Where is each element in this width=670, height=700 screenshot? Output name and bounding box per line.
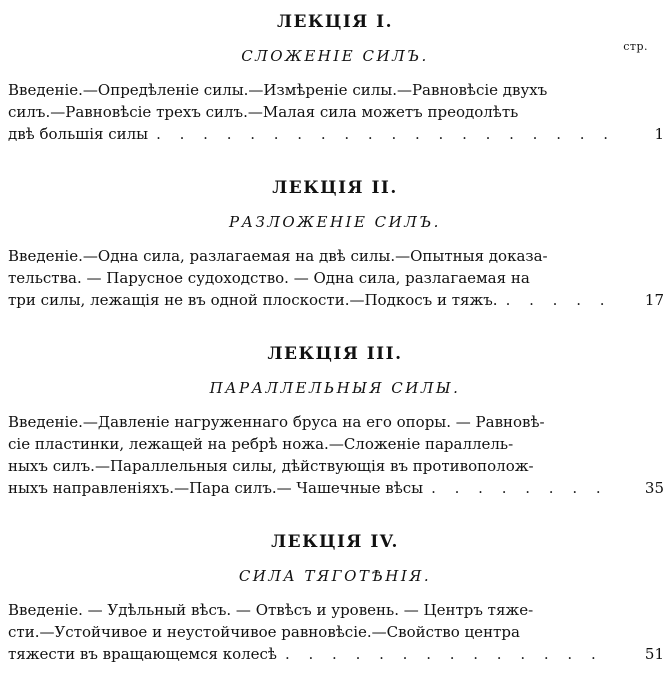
contents-line: ныхъ силъ.—Параллельныя силы, дѣйствующія въ противополож- (8, 457, 534, 475)
contents-line: Введеніе. — Удѣльный вѣсъ. — Отвѣсъ и уровень. — Центръ тяже- (8, 601, 534, 619)
dot-leader (285, 643, 614, 665)
lecture-section-3 (0, 344, 670, 499)
lecture-title: ЛЕКЦІЯ ІІІ. (267, 344, 403, 364)
lecture-section-1 (0, 12, 670, 145)
page-number: 51 (644, 645, 664, 663)
dot-leader (156, 123, 614, 145)
contents-line: двѣ большія силы (8, 125, 149, 143)
contents-last-line (8, 289, 614, 311)
page-number: 35 (644, 479, 664, 497)
contents-line: силъ.—Равновѣсіе трехъ силъ.—Малая сила можетъ преодолѣть (8, 103, 519, 121)
lecture-contents (8, 599, 664, 665)
lecture-subtitle: ПАРАЛЛЕЛЬНЫЯ СИЛЫ. (209, 379, 461, 397)
dot-leader (431, 477, 614, 499)
page-number: 17 (644, 291, 664, 309)
dot-leader (506, 289, 614, 311)
lecture-title: ЛЕКЦІЯ І. (276, 12, 394, 32)
contents-line: тельства. — Парусное судоходство. — Одна сила, разлагаемая на (8, 269, 530, 287)
lecture-subtitle: РАЗЛОЖЕНІЕ СИЛЪ. (229, 213, 441, 231)
contents-last-line (8, 643, 614, 665)
contents-line: Введеніе.—Одна сила, разлагаемая на двѣ силы.—Опытныя доказа- (8, 247, 548, 265)
lecture-contents (8, 411, 664, 499)
page-number: 1 (654, 125, 664, 143)
lecture-contents (8, 245, 664, 311)
page-column-label: стр. (623, 40, 648, 53)
lecture-section-4 (0, 532, 670, 665)
contents-line: сти.—Устойчивое и неустойчивое равновѣсіе.—Свойство центра (8, 623, 520, 641)
contents-last-line (8, 477, 614, 499)
lecture-subtitle: СИЛА ТЯГОТѢНІЯ. (238, 567, 432, 585)
contents-line: три силы, лежащія не въ одной плоскости.—Подкосъ и тяжъ. (8, 291, 498, 309)
contents-line: Введеніе.—Опредѣленіе силы.—Измѣреніе силы.—Равновѣсіе двухъ (8, 81, 548, 99)
lecture-title: ЛЕКЦІЯ IV. (271, 532, 399, 552)
lecture-contents (8, 79, 664, 145)
contents-line: сіе пластинки, лежащей на ребрѣ ножа.—Сложеніе параллель- (8, 435, 514, 453)
contents-last-line (8, 123, 614, 145)
contents-line: Введеніе.—Давленіе нагруженнаго бруса на его опоры. — Равновѣ- (8, 413, 545, 431)
contents-line: тяжести въ вращающемся колесѣ (8, 645, 277, 663)
lecture-title: ЛЕКЦІЯ ІІ. (272, 178, 398, 198)
lecture-subtitle: СЛОЖЕНІЕ СИЛЪ. (241, 47, 429, 65)
contents-line: ныхъ направленіяхъ.—Пара силъ.— Чашечные вѣсы (8, 479, 424, 497)
lecture-section-2 (0, 178, 670, 311)
